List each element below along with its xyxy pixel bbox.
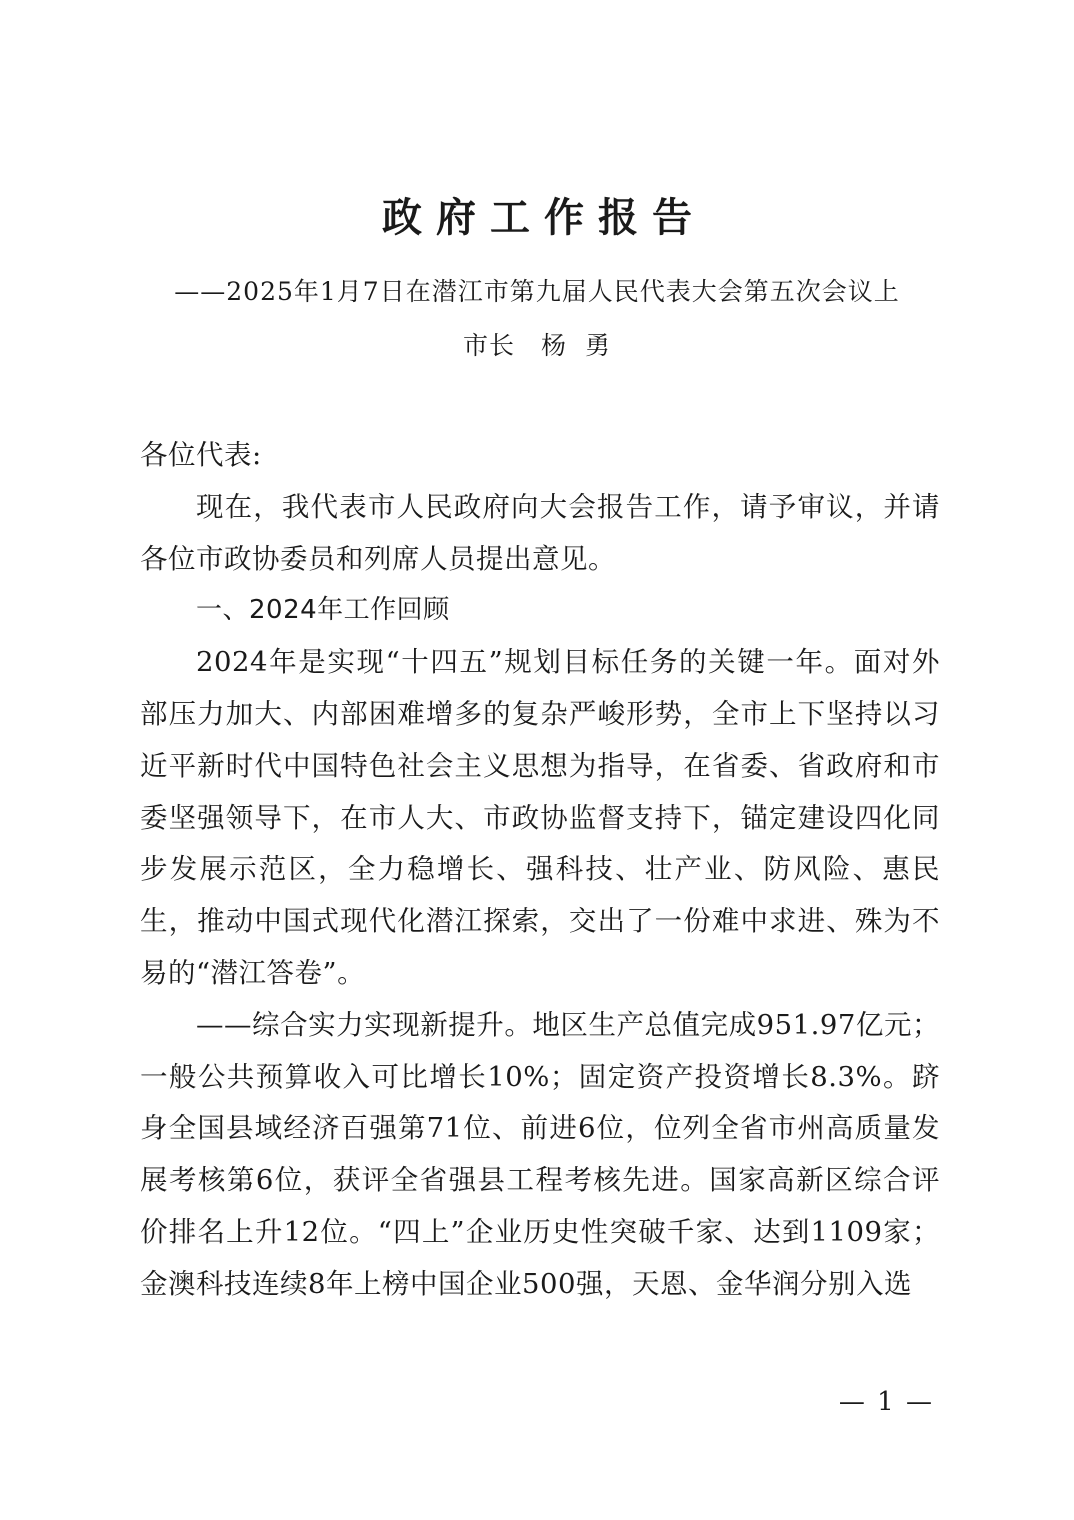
speaker-surname: 杨	[540, 331, 567, 360]
speaker-given-name: 勇	[585, 331, 612, 360]
speaker-role: 市长	[462, 331, 515, 360]
section-heading: 一、2024年工作回顾	[196, 595, 450, 626]
review-paragraph: 2024年是实现“十四五”规划目标任务的关键一年。面对外部压力加大、内部困难增多的复杂严峻形势，全市上下坚持以习近平新时代中国特色社会主义思想为指导，在省委、省政府和市委坚强领导下，在市人大、市政协监督支持下，锚定建设四化同步发展示范区，全力稳增长、强科技、壮产业、防风险、惠民生，推动中国式现代化潜江探索，交出了一份难中求进、殊为不易的“潜江答卷”。	[140, 646, 940, 989]
salutation: 各位代表:	[140, 439, 262, 471]
document-body	[140, 430, 940, 1311]
document-subtitle: ——2025年1月7日在潜江市第九届人民代表大会第五次会议上	[174, 277, 900, 306]
page-number: — 1 —	[838, 1387, 934, 1417]
document-title: 政府工作报告	[382, 195, 706, 241]
intro-paragraph: 现在，我代表市人民政府向大会报告工作，请予审议，并请各位市政协委员和列席人员提出意见。	[140, 490, 940, 575]
speaker-line	[0, 324, 1074, 368]
strength-paragraph: ——综合实力实现新提升。地区生产总值完成951.97亿元；一般公共预算收入可比增长10%；固定资产投资增长8.3%。跻身全国县域经济百强第71位、前进6位，位列全省市州高质量发展考核第6位，获评全省强县工程考核先进。国家高新区综合评价排名上升12位。“四上”企业历史性突破千家、达到1109家；金澳科技连续8年上榜中国企业500强，天恩、金华润分别入选	[140, 1008, 940, 1300]
